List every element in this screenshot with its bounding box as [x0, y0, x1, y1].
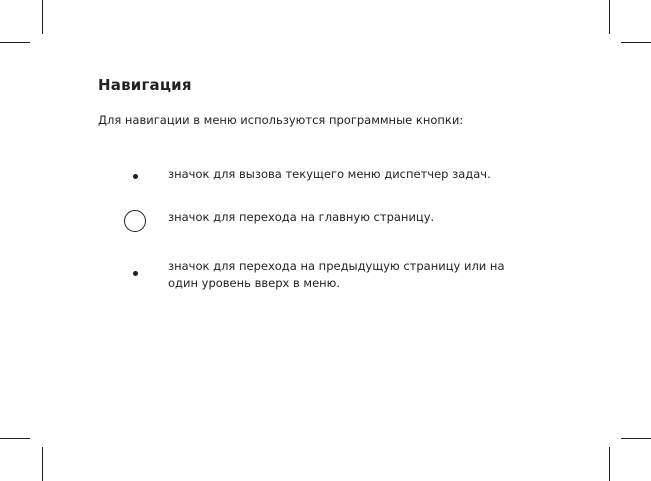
- back-dot-icon: [122, 260, 148, 286]
- crop-mark-top-right-horizontal: [621, 42, 651, 43]
- crop-mark-top-right-vertical: [609, 0, 610, 34]
- crop-mark-top-left-horizontal: [0, 42, 30, 43]
- section-title: Навигация: [98, 76, 192, 94]
- section-intro: Для навигации в меню используются программные кнопки:: [98, 113, 464, 127]
- home-circle-icon: [122, 208, 148, 234]
- list-item-text: значок для перехода на предыдущую страницу или на один уровень вверх в меню.: [168, 259, 505, 290]
- list-item-text: значок для перехода на главную страницу.: [168, 210, 435, 224]
- crop-mark-bottom-right-horizontal: [621, 438, 651, 439]
- crop-mark-top-left-vertical: [42, 0, 43, 34]
- crop-mark-bottom-left-horizontal: [0, 438, 30, 439]
- recent-apps-dot-icon: [122, 163, 148, 189]
- crop-mark-bottom-right-vertical: [609, 447, 610, 481]
- crop-mark-bottom-left-vertical: [42, 447, 43, 481]
- list-item-text: значок для вызова текущего меню диспетчер задач.: [168, 167, 491, 181]
